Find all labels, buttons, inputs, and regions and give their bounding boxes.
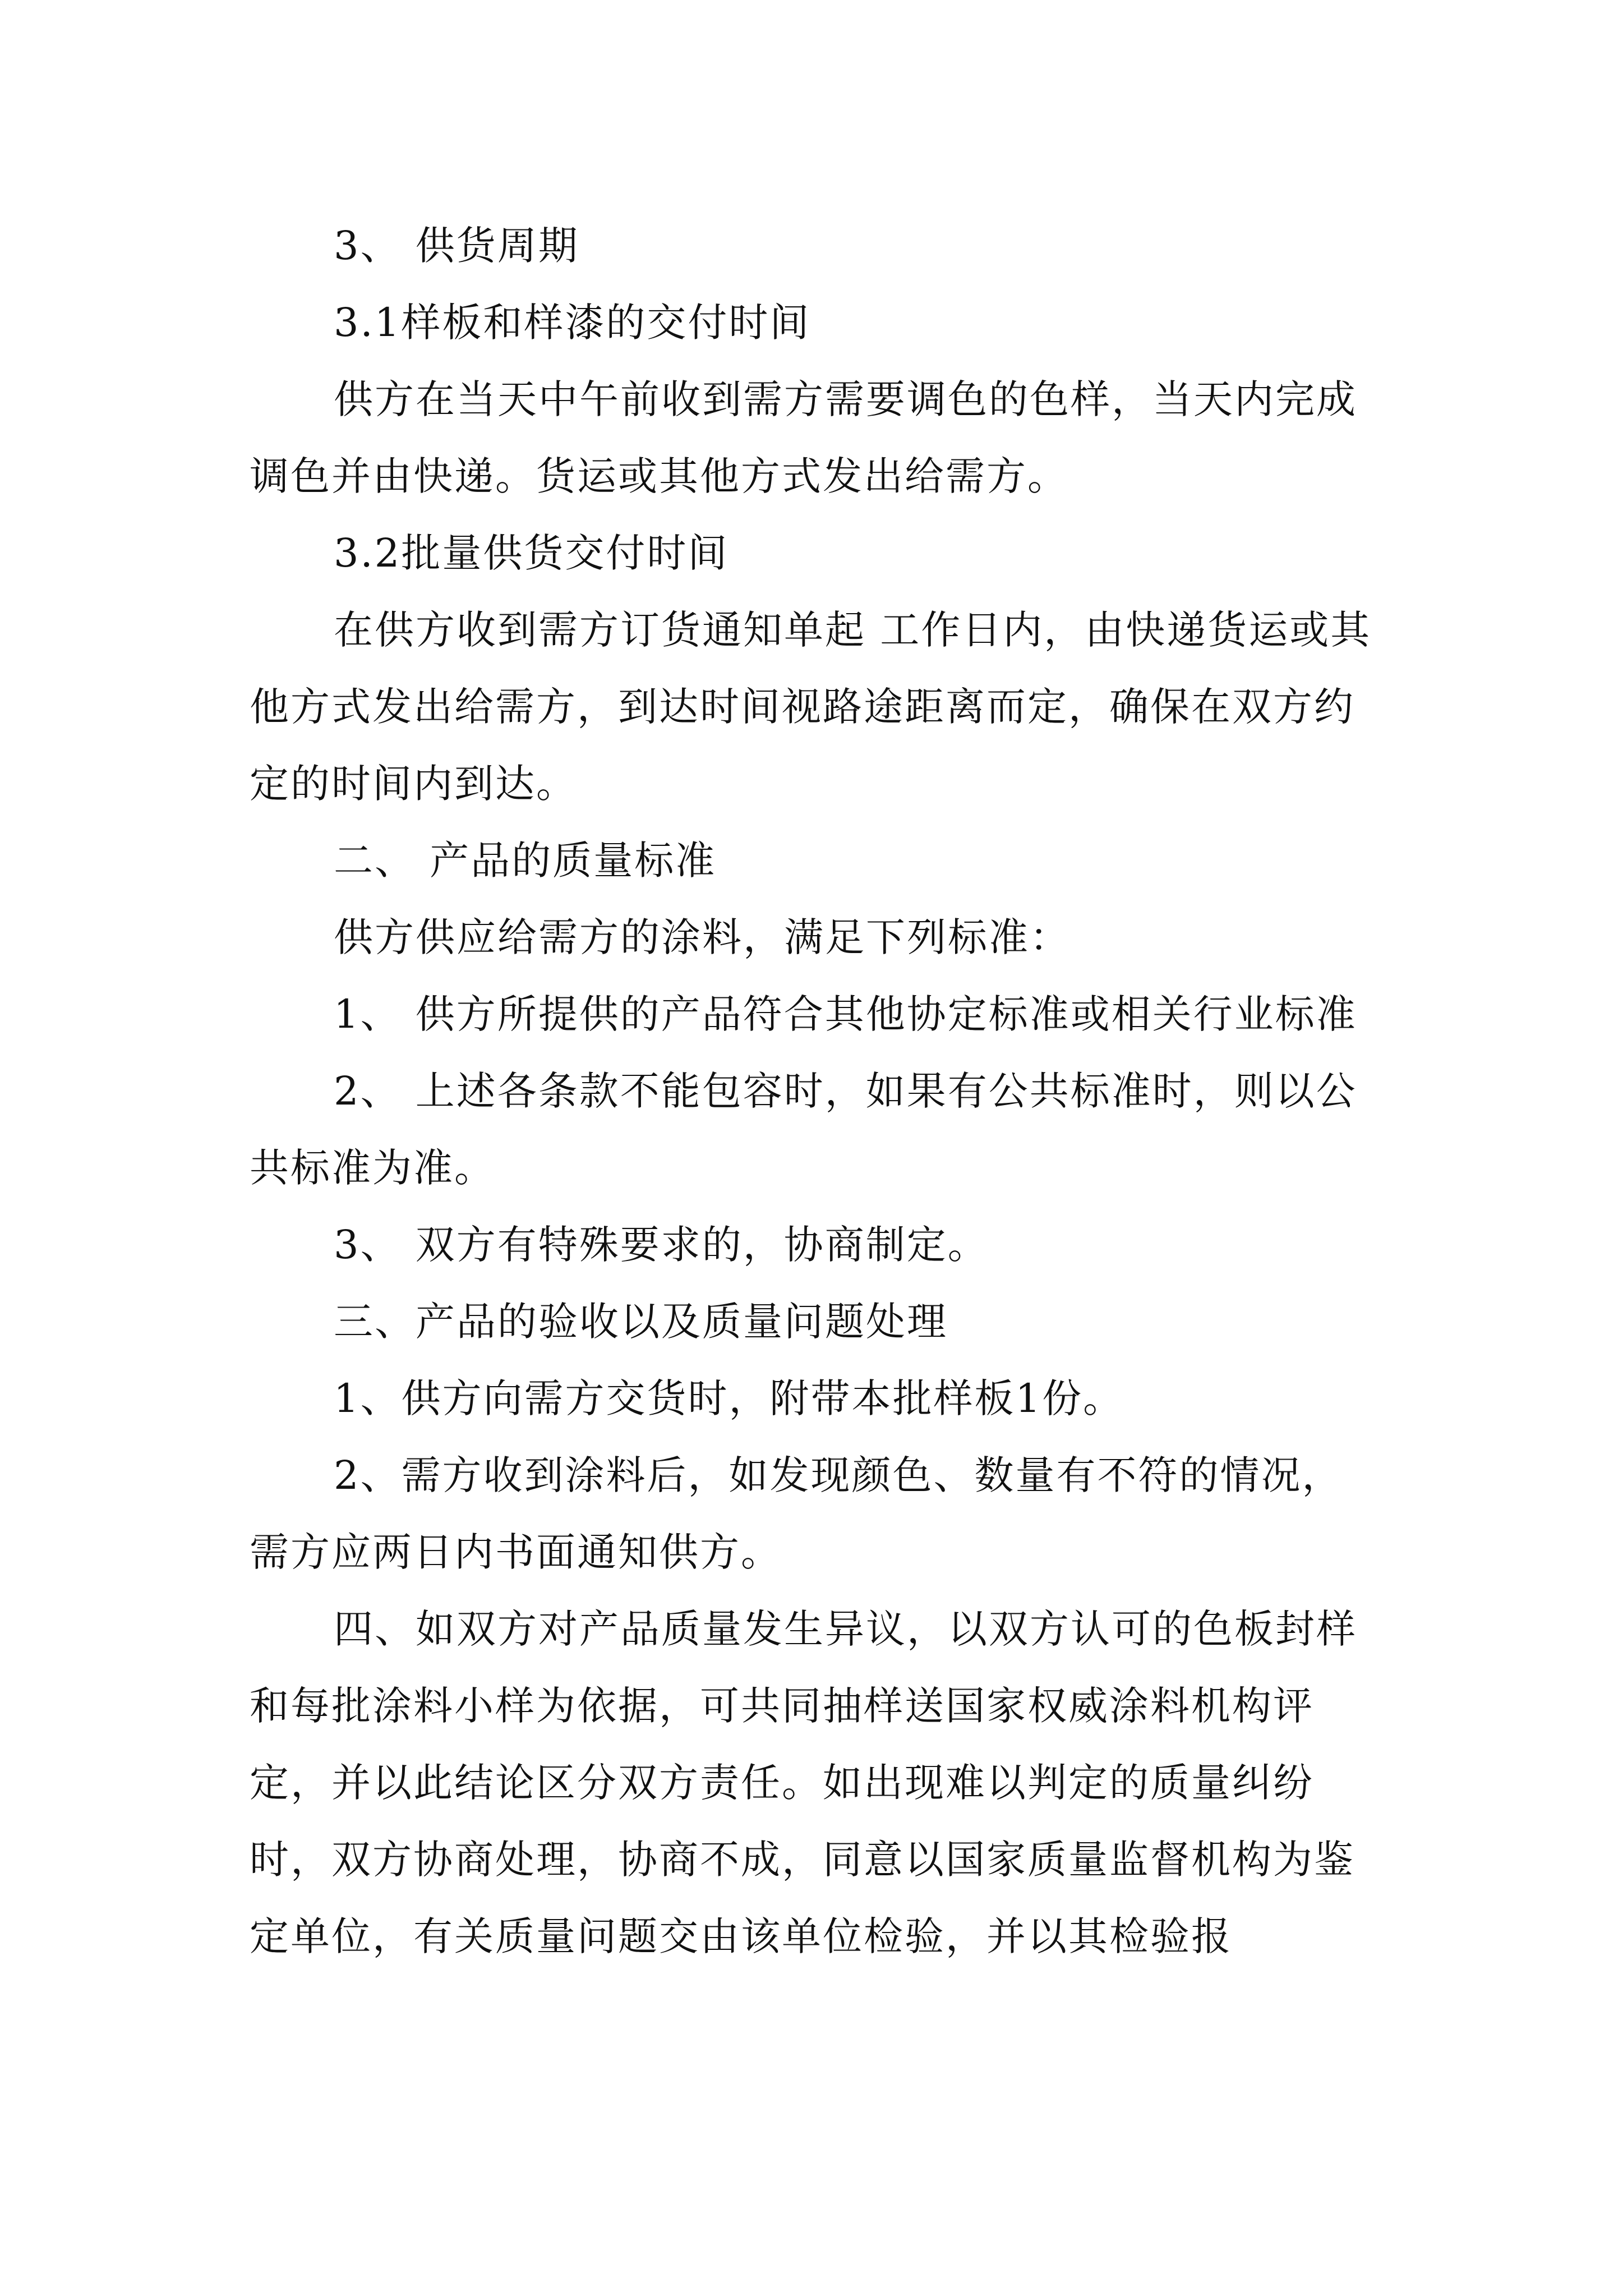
list-item-acceptance-2: 2、需方收到涂料后，如发现颜色、数量有不符的情况，需方应两日内书面通知供方。 — [250, 1452, 1343, 1575]
list-item-standard-1: 1、 供方所提供的产品符合其他协定标准或相关行业标准 — [334, 991, 1357, 1037]
subheading-sample-delivery: 3.1样板和样漆的交付时间 — [334, 300, 811, 346]
subheading-bulk-delivery: 3.2批量供货交付时间 — [334, 530, 729, 576]
paragraph-bulk-delivery: 在供方收到需方订货通知单起 工作日内，由快递货运或其他方式发出给需方，到达时间视路途距离而定，确保在双方约定的时间内到达。 — [250, 607, 1372, 807]
paragraph-standards-intro: 供方供应给需方的涂料，满足下列标准： — [334, 914, 1071, 960]
section-heading-supply-cycle: 3、 供货周期 — [334, 223, 579, 269]
list-item-standard-2: 2、 上述各条款不能包容时，如果有公共标准时，则以公共标准为准。 — [250, 1068, 1357, 1191]
document-body — [250, 208, 1382, 1975]
section-heading-quality-standard: 二、 产品的质量标准 — [334, 838, 717, 884]
paragraph-dispute-resolution: 四、如双方对产品质量发生异议，以双方认可的色板封样和每批涂料小样为依据，可共同抽样送国家权威涂料机构评定，并以此结论区分双方责任。如出现难以判定的质量纠纷时，双方协商处理，协商不成，同意以国家质量监督机构为鉴定单位，有关质量问题交由该单位检验，并以其检验报 — [250, 1606, 1357, 1959]
paragraph-sample-delivery: 供方在当天中午前收到需方需要调色的色样，当天内完成调色并由快递。货运或其他方式发出给需方。 — [250, 376, 1357, 499]
list-item-standard-3: 3、 双方有特殊要求的，协商制定。 — [334, 1222, 989, 1268]
list-item-acceptance-1: 1、供方向需方交货时，附带本批样板1份。 — [334, 1375, 1124, 1421]
section-heading-acceptance: 三、产品的验收以及质量问题处理 — [334, 1299, 948, 1345]
